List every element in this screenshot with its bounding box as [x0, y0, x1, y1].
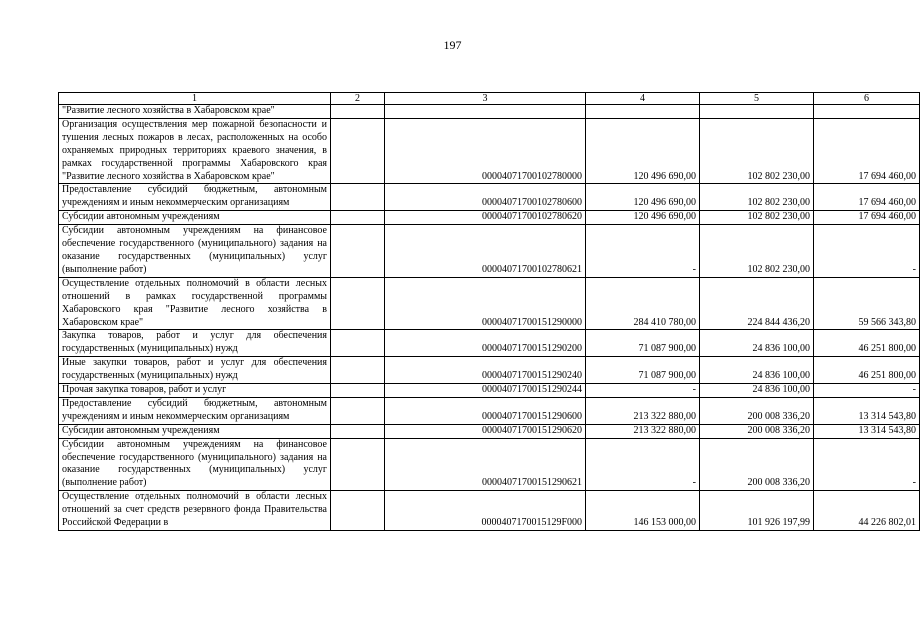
table-row	[59, 184, 920, 211]
row-value-col6: 13 314 543,80	[814, 424, 920, 438]
row-value-col6: 59 566 343,80	[814, 277, 920, 330]
row-code: 00004071700151290240	[385, 357, 586, 384]
table-row	[59, 424, 920, 438]
row-empty-col2	[331, 330, 385, 357]
row-value-col6: 13 314 543,80	[814, 397, 920, 424]
table-row	[59, 491, 920, 531]
row-description: Субсидии автономным учреждениям на финансовое обеспечение государственного (муниципального) задания на оказание государственных (муниципальных) услуг (выполнение работ)	[59, 225, 331, 278]
row-value-col5: 24 836 100,00	[700, 330, 814, 357]
table-row	[59, 277, 920, 330]
row-value-col4: 146 153 000,00	[586, 491, 700, 531]
row-value-col5: 224 844 436,20	[700, 277, 814, 330]
row-value-col4: 120 496 690,00	[586, 118, 700, 184]
row-empty-col2	[331, 105, 385, 119]
table-row	[59, 330, 920, 357]
row-value-col4: -	[586, 225, 700, 278]
row-description: Организация осуществления мер пожарной безопасности и тушения лесных пожаров в лесах, расположенных на особо охраняемых природных территориях краевого значения, в рамках государственной программы Хабаровского края "Развитие лесного хозяйства в Хабаровском крае"	[59, 118, 331, 184]
table-row	[59, 438, 920, 491]
header-cell-3: 3	[385, 93, 586, 105]
row-code: 00004071700151290200	[385, 330, 586, 357]
row-empty-col2	[331, 211, 385, 225]
row-value-col4	[586, 105, 700, 119]
row-code: 00004071700102780620	[385, 211, 586, 225]
row-value-col5: 102 802 230,00	[700, 211, 814, 225]
row-value-col6	[814, 105, 920, 119]
row-description: Осуществление отдельных полномочий в области лесных отношений за счет средств резервного фонда Правительства Российской Федерации в	[59, 491, 331, 531]
table-row	[59, 118, 920, 184]
row-value-col5: 102 802 230,00	[700, 225, 814, 278]
row-value-col5: 102 802 230,00	[700, 118, 814, 184]
row-code: 00004071700102780600	[385, 184, 586, 211]
row-description: Субсидии автономным учреждениям	[59, 211, 331, 225]
row-value-col4: 71 087 900,00	[586, 330, 700, 357]
budget-table	[58, 92, 920, 531]
row-value-col4: 213 322 880,00	[586, 397, 700, 424]
row-value-col5: 24 836 100,00	[700, 357, 814, 384]
header-cell-4: 4	[586, 93, 700, 105]
row-value-col6: 17 694 460,00	[814, 184, 920, 211]
row-empty-col2	[331, 397, 385, 424]
table-row	[59, 397, 920, 424]
row-value-col4: 284 410 780,00	[586, 277, 700, 330]
row-description: Закупка товаров, работ и услуг для обеспечения государственных (муниципальных) нужд	[59, 330, 331, 357]
row-code: 00004071700151290244	[385, 384, 586, 398]
header-cell-5: 5	[700, 93, 814, 105]
row-value-col6: 17 694 460,00	[814, 211, 920, 225]
row-value-col4: 71 087 900,00	[586, 357, 700, 384]
row-value-col5: 102 802 230,00	[700, 184, 814, 211]
row-value-col4: 213 322 880,00	[586, 424, 700, 438]
row-code: 00004071700151290621	[385, 438, 586, 491]
row-description: Предоставление субсидий бюджетным, автономным учреждениям и иным некоммерческим организациям	[59, 397, 331, 424]
row-empty-col2	[331, 184, 385, 211]
row-empty-col2	[331, 357, 385, 384]
table-row	[59, 105, 920, 119]
table-row	[59, 211, 920, 225]
row-empty-col2	[331, 384, 385, 398]
row-description: "Развитие лесного хозяйства в Хабаровском крае"	[59, 105, 331, 119]
row-value-col5	[700, 105, 814, 119]
table-row	[59, 357, 920, 384]
row-value-col6: 46 251 800,00	[814, 357, 920, 384]
row-value-col4: -	[586, 384, 700, 398]
row-empty-col2	[331, 438, 385, 491]
row-value-col6: 44 226 802,01	[814, 491, 920, 531]
row-empty-col2	[331, 491, 385, 531]
header-row	[59, 93, 920, 105]
row-code	[385, 105, 586, 119]
table-row	[59, 384, 920, 398]
row-value-col4: 120 496 690,00	[586, 184, 700, 211]
row-value-col4: -	[586, 438, 700, 491]
row-value-col6: -	[814, 384, 920, 398]
row-description: Иные закупки товаров, работ и услуг для обеспечения государственных (муниципальных) нужд	[59, 357, 331, 384]
row-description: Осуществление отдельных полномочий в области лесных отношений в рамках государственной программы Хабаровского края "Развитие лесного хозяйства в Хабаровском крае"	[59, 277, 331, 330]
row-value-col6: 17 694 460,00	[814, 118, 920, 184]
row-description: Предоставление субсидий бюджетным, автономным учреждениям и иным некоммерческим организациям	[59, 184, 331, 211]
header-cell-1: 1	[59, 93, 331, 105]
row-code: 00004071700151290620	[385, 424, 586, 438]
row-value-col6: 46 251 800,00	[814, 330, 920, 357]
row-code: 00004071700151290000	[385, 277, 586, 330]
row-description: Субсидии автономным учреждениям на финансовое обеспечение государственного (муниципального) задания на оказание государственных (муниципальных) услуг (выполнение работ)	[59, 438, 331, 491]
header-cell-2: 2	[331, 93, 385, 105]
row-value-col5: 24 836 100,00	[700, 384, 814, 398]
row-code: 00004071700151290600	[385, 397, 586, 424]
row-value-col5: 101 926 197,99	[700, 491, 814, 531]
row-description: Прочая закупка товаров, работ и услуг	[59, 384, 331, 398]
row-code: 0000407170015129F000	[385, 491, 586, 531]
row-empty-col2	[331, 118, 385, 184]
row-code: 00004071700102780000	[385, 118, 586, 184]
row-description: Субсидии автономным учреждениям	[59, 424, 331, 438]
page-number: 197	[443, 38, 462, 52]
row-empty-col2	[331, 277, 385, 330]
row-value-col4: 120 496 690,00	[586, 211, 700, 225]
table-row	[59, 225, 920, 278]
row-value-col6: -	[814, 225, 920, 278]
row-value-col5: 200 008 336,20	[700, 397, 814, 424]
row-code: 00004071700102780621	[385, 225, 586, 278]
row-value-col5: 200 008 336,20	[700, 424, 814, 438]
row-empty-col2	[331, 424, 385, 438]
header-cell-6: 6	[814, 93, 920, 105]
row-empty-col2	[331, 225, 385, 278]
row-value-col6: -	[814, 438, 920, 491]
row-value-col5: 200 008 336,20	[700, 438, 814, 491]
